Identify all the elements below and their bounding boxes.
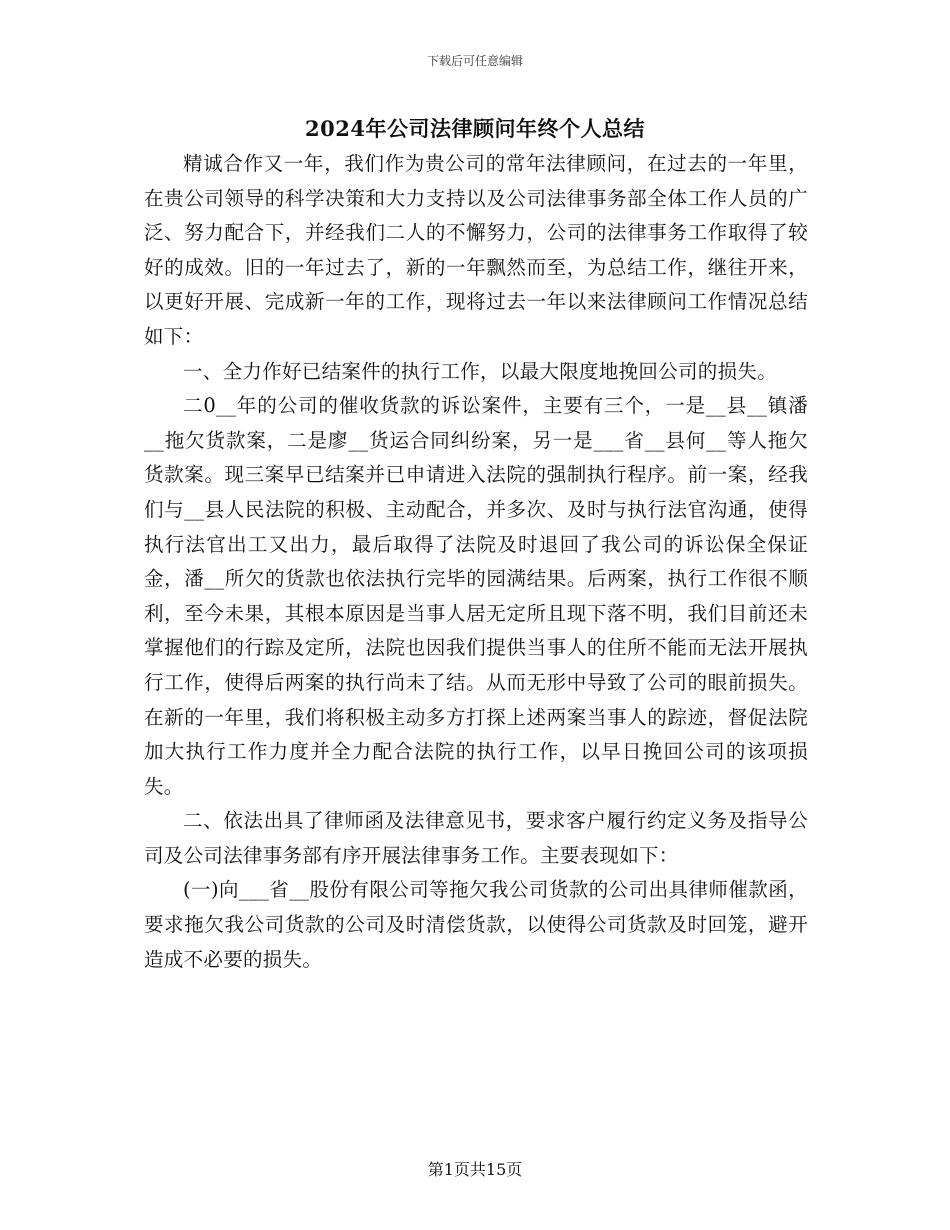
paragraph-section-2-item-1: (一)向___省__股份有限公司等拖欠我公司货款的公司出具律师催款函，要求拖欠我公司货款的公司及时清偿货款，以使得公司货款及时回笼，避开造成不必要的损失。 [144,878,808,971]
document-body [144,147,808,977]
page-number-footer: 第1页共15页 [427,1160,523,1179]
header-note: 下载后可任意编辑 [426,54,523,68]
document-title: 2024年公司法律顾问年终个人总结 [305,116,645,141]
paragraph-intro: 精诚合作又一年，我们作为贵公司的常年法律顾问，在过去的一年里，在贵公司领导的科学决策和大力支持以及公司法律事务部全体工作人员的广泛、努力配合下，并经我们二人的不懈努力，公司的法律事务工作取得了较好的成效。旧的一年过去了，新的一年飘然而至，为总结工作，继往开来，以更好开展、完成新一年的工作，现将过去一年以来法律顾问工作情况总结如下： [144,152,808,348]
paragraph-section-2-heading: 二、依法出具了律师函及法律意见书，要求客户履行约定义务及指导公司及公司法律事务部有序开展法律事务工作。主要表现如下： [144,809,808,867]
paragraph-section-1-heading: 一、全力作好已结案件的执行工作，以最大限度地挽回公司的损失。 [183,359,778,383]
paragraph-section-1-body: 二0__年的公司的催收货款的诉讼案件，主要有三个，一是__县__镇潘__拖欠货款案，二是廖__货运合同纠纷案，另一是___省__县何__等人拖欠货款案。现三案早已结案并已申请进入法院的强制执行程序。前一案，经我们与__县人民法院的积极、主动配合，并多次、及时与执行法官沟通，使得执行法官出工又出力，最后取得了法院及时退回了我公司的诉讼保全保证金，潘__所欠的货款也依法执行完毕的园满结果。后两案，执行工作很不顺利，至今未果，其根本原因是当事人居无定所且现下落不明，我们目前还未掌握他们的行踪及定所，法院也因我们提供当事人的住所不能而无法开展执行工作，使得后两案的执行尚未了结。从而无形中导致了公司的眼前损失。在新的一年里，我们将积极主动多方打探上述两案当事人的踪迹，督促法院加大执行工作力度并全力配合法院的执行工作，以早日挽回公司的该项损失。 [144,394,808,798]
